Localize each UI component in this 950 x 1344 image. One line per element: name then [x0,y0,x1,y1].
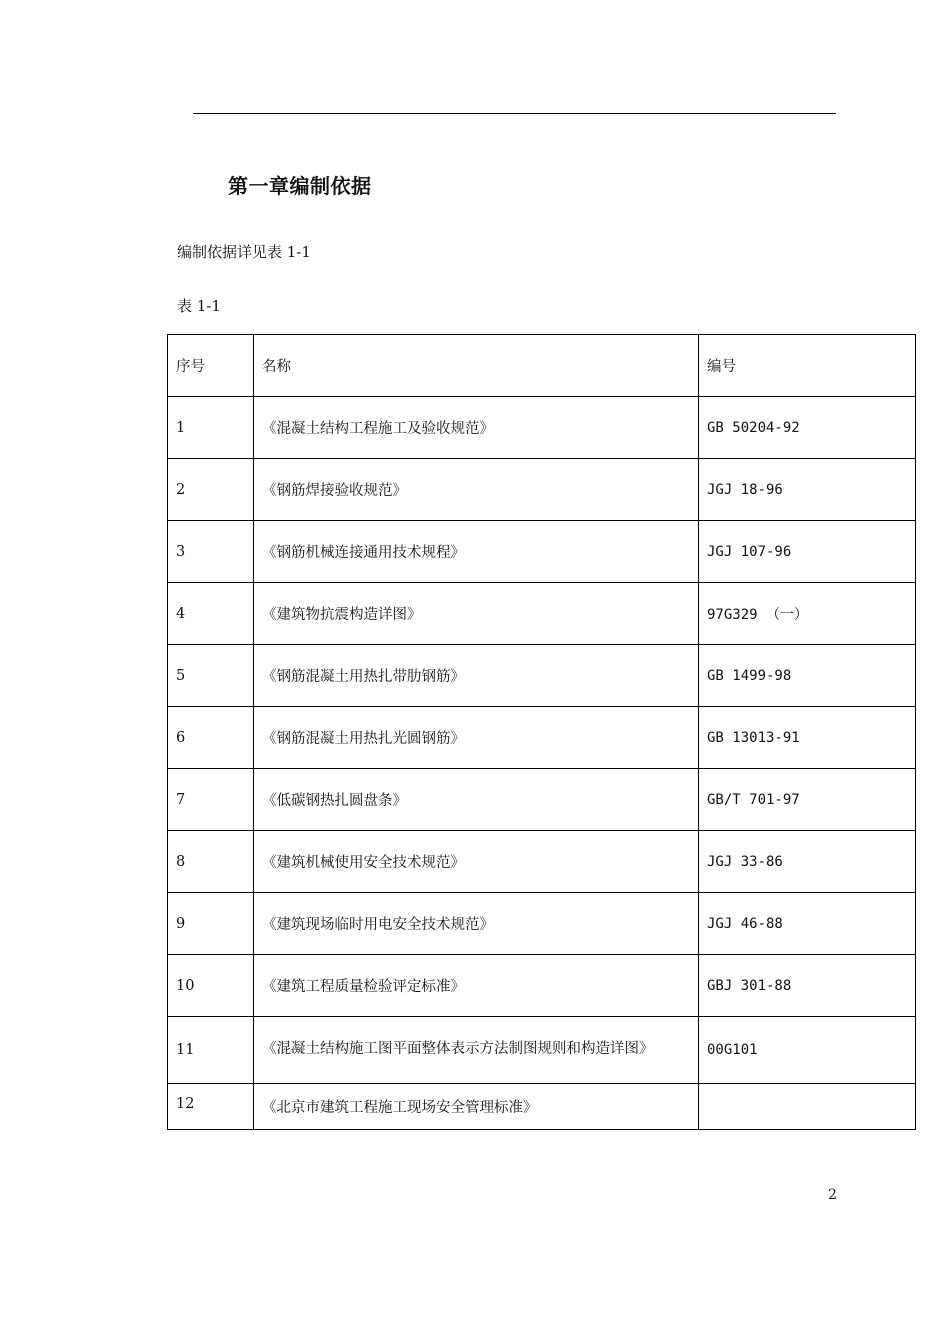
table-row [168,831,916,893]
row-code: JGJ 18-96 [699,459,916,521]
table-caption: 表 1-1 [177,297,221,315]
table-row [168,397,916,459]
header-rule [193,113,836,114]
page-number: 2 [828,1187,837,1203]
header-name: 名称 [254,335,699,397]
table-row [168,583,916,645]
row-no: 9 [168,893,254,955]
row-name: 《钢筋机械连接通用技术规程》 [254,521,699,583]
basis-table [167,334,916,1130]
row-name: 《北京市建筑工程施工现场安全管理标准》 [254,1084,699,1130]
table-row [168,769,916,831]
row-code: JGJ 107-96 [699,521,916,583]
row-name: 《建筑工程质量检验评定标准》 [254,955,699,1017]
row-code: JGJ 33-86 [699,831,916,893]
row-no: 11 [168,1017,254,1084]
row-code: JGJ 46-88 [699,893,916,955]
row-no: 7 [168,769,254,831]
row-no: 4 [168,583,254,645]
row-no: 12 [168,1084,254,1130]
row-no: 1 [168,397,254,459]
table-row [168,1017,916,1084]
table-row [168,521,916,583]
row-no: 5 [168,645,254,707]
row-name: 《混凝土结构施工图平面整体表示方法制图规则和构造详图》 [254,1017,699,1084]
row-name: 《混凝土结构工程施工及验收规范》 [254,397,699,459]
row-code: GBJ 301-88 [699,955,916,1017]
row-name: 《建筑现场临时用电安全技术规范》 [254,893,699,955]
intro-text: 编制依据详见表 1-1 [177,243,311,261]
chapter-title: 第一章编制依据 [228,174,372,198]
header-no: 序号 [168,335,254,397]
row-code: GB 50204-92 [699,397,916,459]
row-name: 《钢筋混凝土用热扎光圆钢筋》 [254,707,699,769]
row-code: GB/T 701-97 [699,769,916,831]
row-name: 《钢筋焊接验收规范》 [254,459,699,521]
table-header-row [168,335,916,397]
table-row [168,893,916,955]
row-no: 10 [168,955,254,1017]
row-no: 6 [168,707,254,769]
row-name: 《钢筋混凝土用热扎带肋钢筋》 [254,645,699,707]
row-code: 97G329 （一） [699,583,916,645]
table-row [168,1084,916,1130]
table-row [168,955,916,1017]
header-code: 编号 [699,335,916,397]
row-no: 3 [168,521,254,583]
row-code: GB 13013-91 [699,707,916,769]
table-row [168,707,916,769]
row-code [699,1084,916,1130]
row-no: 2 [168,459,254,521]
row-code: GB 1499-98 [699,645,916,707]
row-no: 8 [168,831,254,893]
row-name: 《建筑物抗震构造详图》 [254,583,699,645]
table-row [168,645,916,707]
row-code: 00G101 [699,1017,916,1084]
row-name: 《低碳钢热扎圆盘条》 [254,769,699,831]
table-row [168,459,916,521]
row-name: 《建筑机械使用安全技术规范》 [254,831,699,893]
